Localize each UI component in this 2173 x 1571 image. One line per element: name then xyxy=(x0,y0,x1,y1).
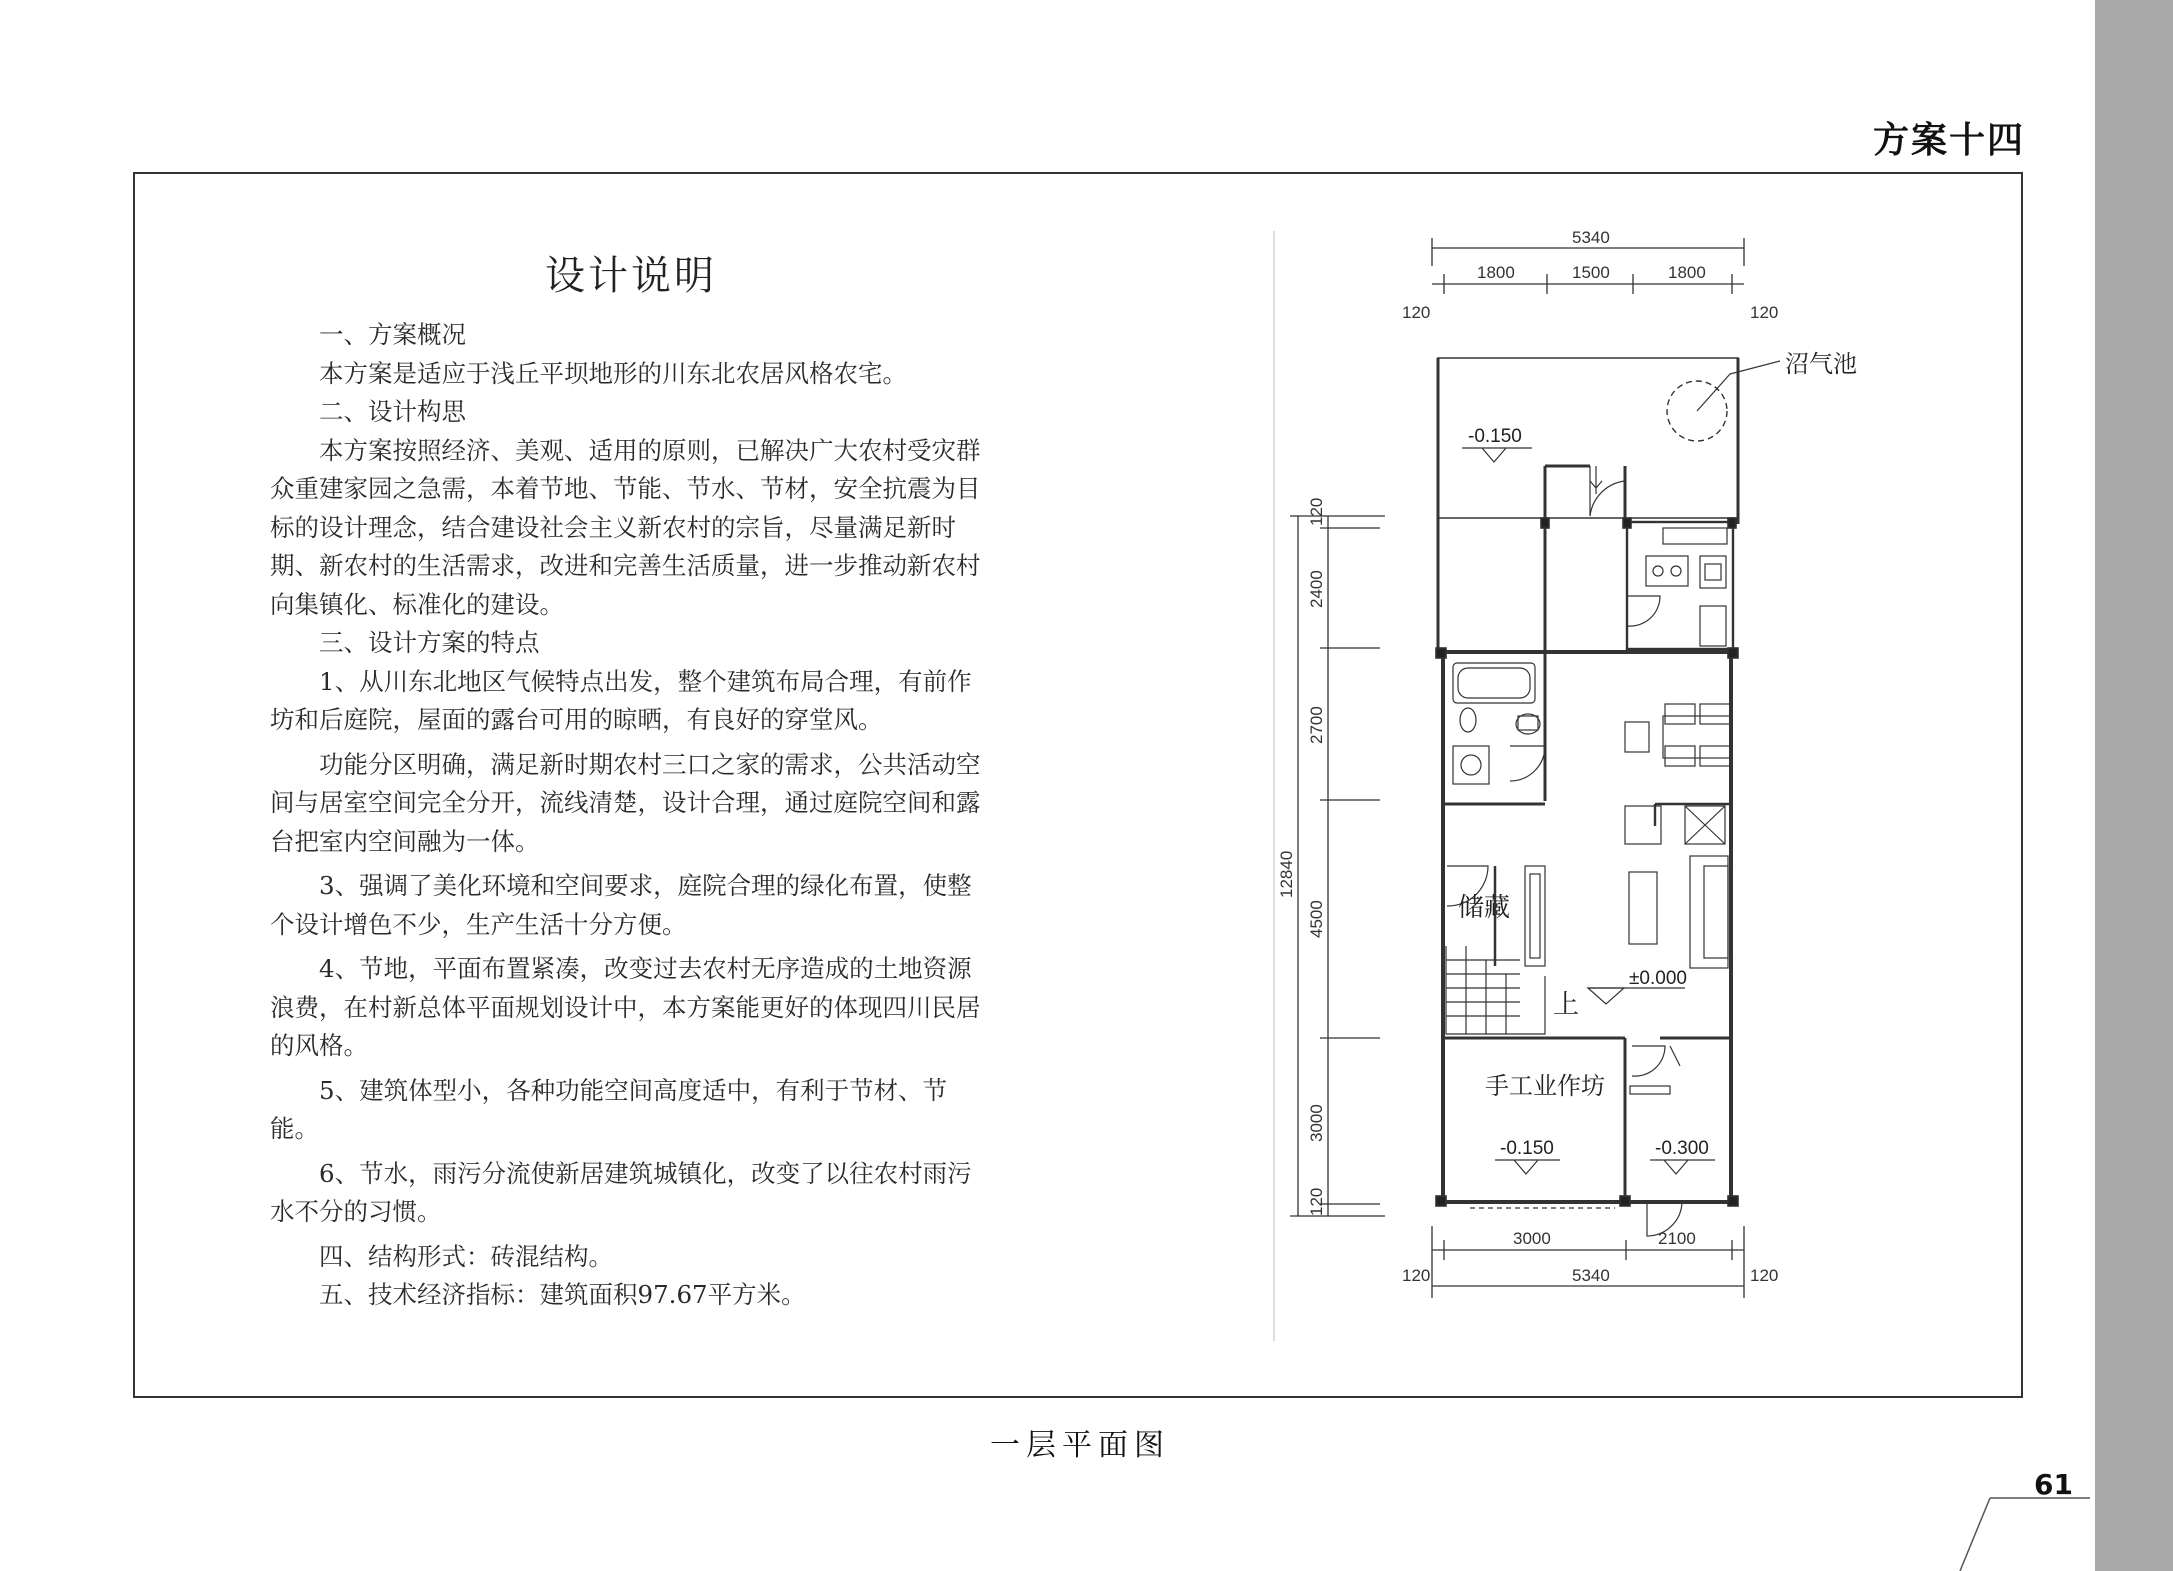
dim-top-total: 5340 xyxy=(1572,228,1610,247)
notes-line: 1、从川东北地区气候特点出发，整个建筑布局合理，有前作坊和后庭院，屋面的露台可用的晾晒，有良好的穿堂风。 xyxy=(270,666,972,734)
dim-top-right-wall: 120 xyxy=(1750,303,1779,322)
storage-stairs xyxy=(1446,866,1579,1034)
bathroom-fixtures xyxy=(1453,663,1545,784)
plan-caption: 一层平面图 xyxy=(990,1428,1170,1463)
dim-top-seg2: 1500 xyxy=(1572,263,1610,282)
notes-line: 本方案是适应于浅丘平坝地形的川东北农居风格农宅。 xyxy=(319,358,907,388)
notes-line: 功能分区明确，满足新时期农村三口之家的需求，公共活动空间与居室空间完全分开，流线清楚，设计合理，通过庭院空间和露台把室内空间融为一体。 xyxy=(270,749,981,856)
biogas-label: 沼气池 xyxy=(1785,351,1857,378)
floor-plan xyxy=(1270,226,1857,1344)
dim-left-d6: 120 xyxy=(1307,1187,1326,1216)
floor-plan-svg xyxy=(1270,226,1857,1344)
kitchen-fixtures xyxy=(1627,528,1727,646)
dim-left-d4: 4500 xyxy=(1307,900,1326,938)
dim-bottom-total: 5340 xyxy=(1572,1266,1610,1285)
dim-top-seg1: 1800 xyxy=(1477,263,1515,282)
dim-top-left-wall: 120 xyxy=(1402,303,1431,322)
page-side-band xyxy=(2095,0,2173,1571)
design-notes-title: 设计说明 xyxy=(545,253,717,299)
notes-line: 4、节地，平面布置紧凑，改变过去农村无序造成的土地资源浪费，在村新总体平面规划设计中，本方案能更好的体现四川民居的风格。 xyxy=(270,954,981,1060)
notes-line: 三、设计方案的特点 xyxy=(319,628,540,657)
dim-left-d2: 2400 xyxy=(1307,570,1326,608)
notes-line: 3、强调了美化环境和空间要求，庭院合理的绿化布置，使整个设计增色不少，生产生活十分方便。 xyxy=(270,871,972,939)
top-dimensions xyxy=(1402,228,1778,322)
page-corner-mark xyxy=(1960,1496,2090,1571)
stairs-up-label: 上 xyxy=(1553,989,1580,1019)
back-door xyxy=(1590,466,1625,516)
dim-bottom-seg1: 3000 xyxy=(1513,1229,1551,1248)
workshop-room xyxy=(1470,1073,1615,1208)
notes-line: 6、节水，雨污分流使新居建筑城镇化，改变了以往农村雨污水不分的习惯。 xyxy=(270,1158,972,1226)
dim-bottom-seg2: 2100 xyxy=(1658,1229,1696,1248)
elev-yard: -0.150 xyxy=(1468,426,1522,447)
notes-line: 二、设计构思 xyxy=(319,397,466,426)
notes-line: 5、建筑体型小，各种功能空间高度适中，有利于节材、节能。 xyxy=(270,1075,948,1143)
bottom-dimensions xyxy=(1402,1226,1778,1298)
dim-bottom-left-wall: 120 xyxy=(1402,1266,1431,1285)
elev-main: ±0.000 xyxy=(1629,968,1687,989)
entry-room xyxy=(1630,1046,1715,1236)
design-notes-body xyxy=(270,316,990,1315)
notes-line: 本方案按照经济、美观、适用的原则，已解决广大农村受灾群众重建家园之急需，本着节地、节能、节水、节材，安全抗震为目标的设计理念，结合建设社会主义新农村的宗旨，尽量满足新时期、新农村的生活需求，改进和完善生活质量，进一步推动新农村向集镇化、标准化的建设。 xyxy=(270,435,981,619)
living-room-furniture xyxy=(1625,806,1728,968)
elev-entry: -0.300 xyxy=(1655,1138,1709,1159)
dining-set xyxy=(1625,704,1731,766)
dim-bottom-right-wall: 120 xyxy=(1750,1266,1779,1285)
left-dimensions xyxy=(1277,498,1385,1216)
yard-elevation xyxy=(1462,426,1532,462)
elev-workshop: -0.150 xyxy=(1500,1138,1554,1159)
storage-label: 储藏 xyxy=(1458,892,1511,922)
main-elevation xyxy=(1588,968,1687,1004)
dim-left-total: 12840 xyxy=(1277,850,1296,898)
notes-line: 五、技术经济指标：建筑面积97.67平方米。 xyxy=(319,1280,806,1309)
page-number: 61 xyxy=(2034,1468,2073,1501)
notes-line: 四、结构形式：砖混结构。 xyxy=(319,1241,613,1271)
notes-line: 一、方案概况 xyxy=(319,320,466,349)
dim-left-d5: 3000 xyxy=(1307,1104,1326,1142)
dim-left-d1: 120 xyxy=(1307,497,1326,526)
dim-left-d3: 2700 xyxy=(1307,706,1326,744)
workshop-label: 手工业作坊 xyxy=(1485,1073,1605,1100)
scheme-title: 方案十四 xyxy=(1872,120,2025,161)
dim-top-seg3: 1800 xyxy=(1668,263,1706,282)
